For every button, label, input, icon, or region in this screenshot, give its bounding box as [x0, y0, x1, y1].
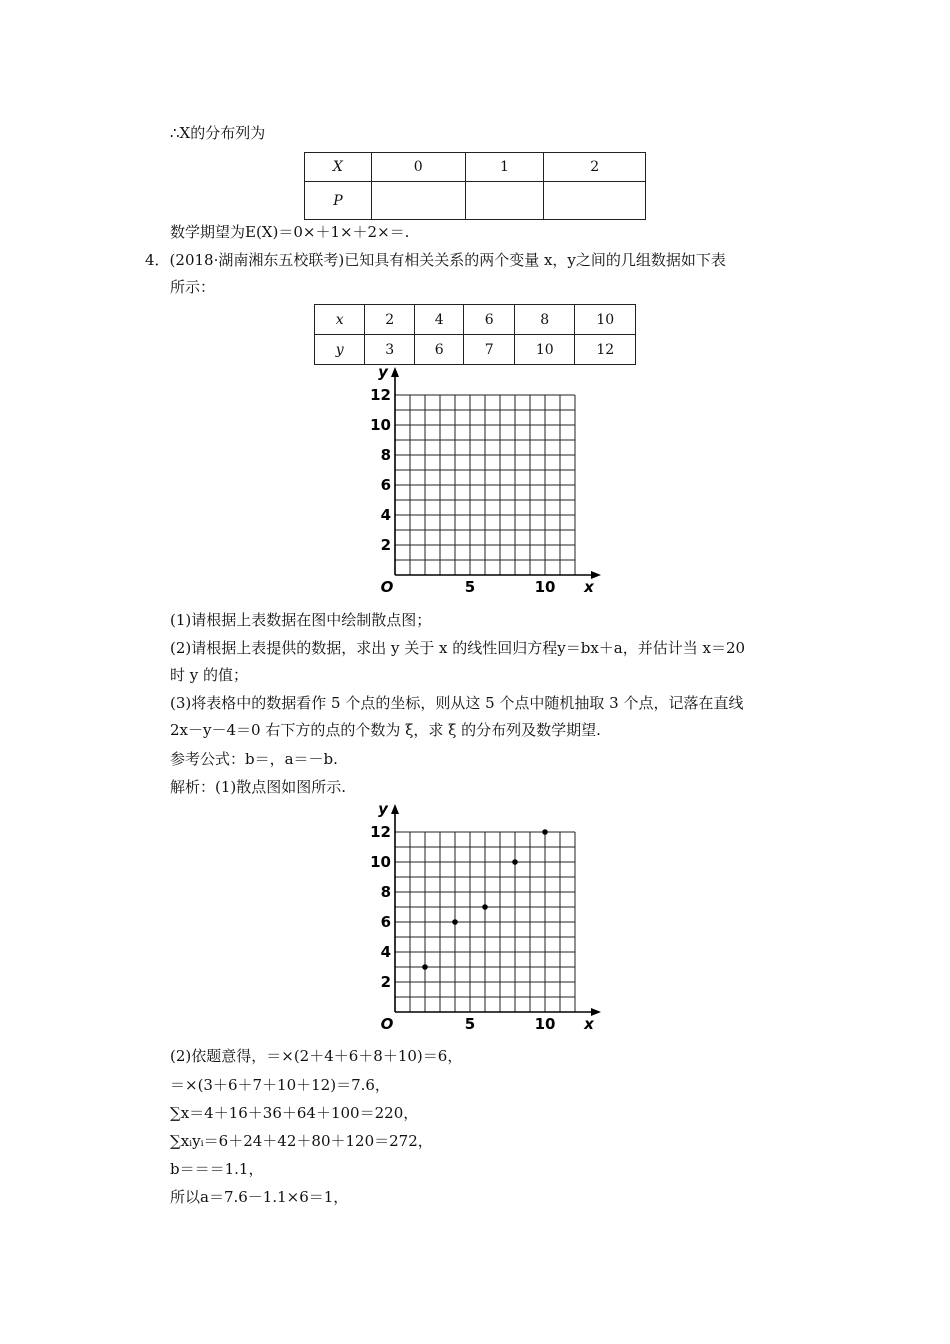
expectation-text: 数学期望为E(X)＝0×＋1×＋2×＝. [170, 223, 410, 241]
table-cell [465, 182, 544, 220]
y-axis-label: y [378, 802, 388, 818]
x-tick-label: 10 [534, 578, 556, 596]
table-cell: x [315, 305, 365, 335]
distribution-table [304, 152, 646, 220]
table-cell: 4 [414, 305, 464, 335]
table-cell: 0 [371, 153, 465, 182]
y-tick-label: 6 [380, 476, 391, 494]
solution-line: ＝×(3＋6＋7＋10＋12)＝7.6， [170, 1076, 390, 1094]
part-3-text-b: 2x－y－4＝0 右下方的点的个数为 ξ，求 ξ 的分布列及数学期望. [170, 721, 601, 739]
data-point [512, 859, 518, 865]
table-cell [371, 182, 465, 220]
table-cell: 6 [414, 335, 464, 365]
data-point [452, 919, 458, 925]
origin-label: O [380, 1015, 394, 1033]
table-cell: 7 [464, 335, 515, 365]
table-cell: y [315, 335, 365, 365]
y-tick-label: 12 [370, 386, 391, 404]
table-cell: 6 [464, 305, 515, 335]
data-point [482, 904, 488, 910]
y-axis-label: y [378, 365, 388, 381]
y-tick-label: 2 [380, 973, 391, 991]
y-tick-label: 10 [370, 853, 391, 871]
table-cell: 3 [365, 335, 415, 365]
scatter-chart [360, 802, 610, 1037]
part-2-text-a: (2)请根据上表提供的数据，求出 y 关于 x 的线性回归方程y＝bx＋a，并估计当 x＝20 [170, 639, 746, 657]
y-axis-arrow [391, 367, 399, 377]
data-table [314, 304, 636, 365]
y-tick-label: 4 [380, 506, 391, 524]
solution-line: b＝＝＝1.1， [170, 1160, 264, 1178]
y-tick-label: 2 [380, 536, 391, 554]
x-axis-label: x [584, 578, 594, 596]
solution-line: ∑xᵢyᵢ＝6＋24＋42＋80＋120＝272， [170, 1132, 433, 1150]
part-3-text-a: (3)将表格中的数据看作 5 个点的坐标，则从这 5 个点中随机抽取 3 个点，记落在直线 [170, 694, 744, 712]
x-tick-label: 5 [464, 578, 476, 596]
y-tick-label: 12 [370, 823, 391, 841]
table-cell: 2 [365, 305, 415, 335]
part-2-text-b: 时 y 的值； [170, 666, 249, 684]
question-4-line1: 4．(2018·湖南湘东五校联考)已知具有相关关系的两个变量 x，y之间的几组数据如下表 [145, 251, 726, 269]
data-point [542, 829, 548, 835]
dist-intro-text: ∴X的分布列为 [170, 124, 266, 142]
origin-label: O [380, 578, 394, 596]
table-cell: 10 [575, 305, 636, 335]
table-cell: 12 [575, 335, 636, 365]
part-1-text: (1)请根据上表数据在图中绘制散点图； [170, 611, 432, 629]
data-point [422, 964, 428, 970]
table-cell: 1 [465, 153, 544, 182]
y-tick-label: 8 [380, 446, 391, 464]
solution-line: ∑x＝4＋16＋36＋64＋100＝220， [170, 1104, 419, 1122]
table-cell: P [305, 182, 372, 220]
x-tick-label: 5 [464, 1015, 476, 1033]
solution-part-1: 解析：(1)散点图如图所示. [170, 778, 347, 796]
reference-formula: 参考公式：b＝，a＝－b. [170, 750, 338, 768]
empty-grid-chart [360, 365, 610, 600]
table-cell: 8 [514, 305, 574, 335]
y-tick-label: 8 [380, 883, 391, 901]
y-axis-arrow [391, 804, 399, 814]
y-tick-label: 4 [380, 943, 391, 961]
table-cell: X [305, 153, 372, 182]
y-tick-label: 6 [380, 913, 391, 931]
table-cell: 2 [544, 153, 646, 182]
question-4-line2: 所示： [170, 278, 216, 296]
solution-line: 所以a＝7.6－1.1×6＝1， [170, 1188, 349, 1206]
table-cell [544, 182, 646, 220]
x-tick-label: 10 [534, 1015, 556, 1033]
solution-line: (2)依题意得，＝×(2＋4＋6＋8＋10)＝6， [170, 1047, 463, 1065]
y-tick-label: 10 [370, 416, 391, 434]
x-axis-label: x [584, 1015, 594, 1033]
table-cell: 10 [514, 335, 574, 365]
